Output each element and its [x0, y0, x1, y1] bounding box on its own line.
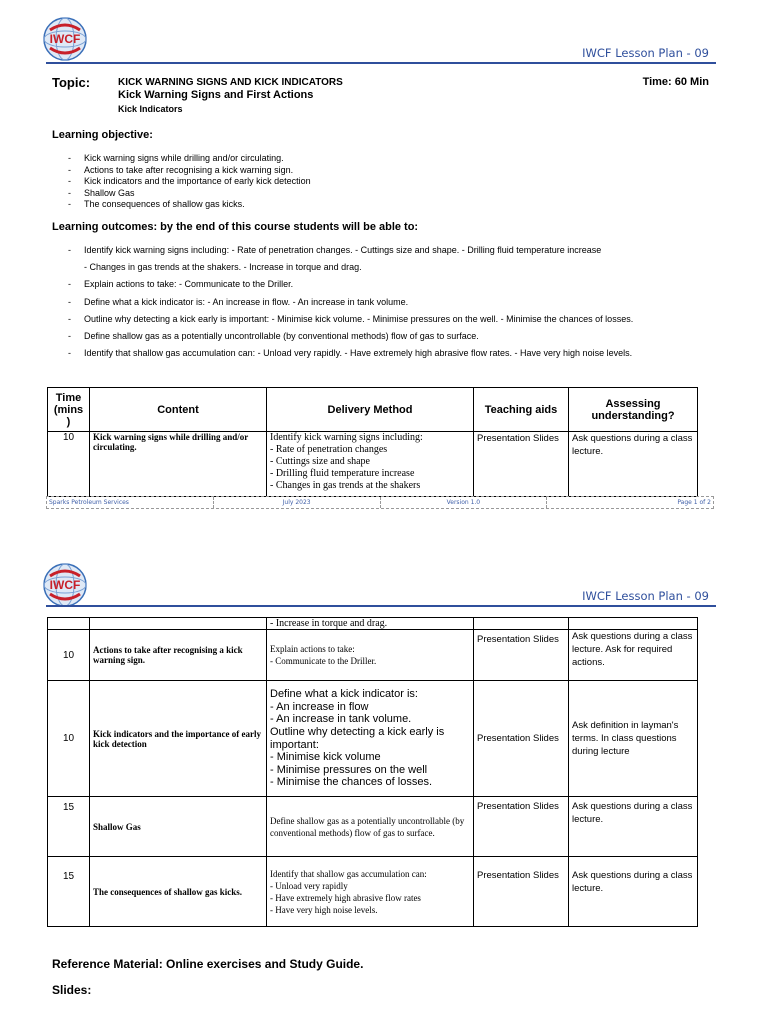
cell-delivery: - Increase in torque and drag. — [267, 618, 474, 630]
cell-empty — [474, 618, 569, 630]
svg-text:IWCF: IWCF — [49, 32, 81, 46]
delivery-line: - An increase in flow — [270, 700, 369, 713]
outcomes-heading: Learning outcomes: by the end of this course students will be able to: — [52, 221, 419, 233]
delivery-line: - Minimise pressures on the well — [270, 763, 428, 776]
lesson-table-page-1 — [47, 387, 698, 497]
objective-list — [51, 153, 651, 211]
cell-delivery: Define shallow gas as a potentially uncontrollable (by conventional methods) flow of gas to surface. — [267, 797, 474, 857]
header-rule — [46, 62, 716, 64]
objective-item: - The consequences of shallow gas kicks. — [51, 199, 651, 211]
footer-version: Version 1.0 — [381, 497, 548, 508]
table-row — [48, 797, 698, 857]
header-time: Time (mins ) — [48, 388, 90, 432]
delivery-line: - Communicate to the Driller. — [270, 656, 377, 666]
cell-empty — [48, 618, 90, 630]
outcome-item: - Outline why detecting a kick early is important: - Minimise kick volume. - Minimise pressures on the well. - Minimise the chances of losses. — [51, 311, 731, 328]
cell-time: 10 — [48, 630, 90, 681]
delivery-line: - Rate of penetration changes — [270, 444, 388, 455]
iwcf-logo — [42, 562, 88, 608]
cell-content: The consequences of shallow gas kicks. — [90, 857, 267, 927]
cell-content: Actions to take after recognising a kick warning sign. — [90, 630, 267, 681]
outcomes-list — [51, 242, 731, 362]
delivery-line: - Have very high noise levels. — [270, 904, 378, 915]
delivery-line: Explain actions to take: — [270, 644, 355, 654]
cell-time: 10 — [48, 681, 90, 797]
cell-assess: Ask definition in layman's terms. In class questions during lecture — [569, 681, 698, 797]
cell-aids: Presentation Slides — [474, 857, 569, 927]
cell-empty — [569, 618, 698, 630]
svg-text:IWCF: IWCF — [49, 578, 81, 592]
header-delivery: Delivery Method — [267, 388, 474, 432]
objective-item: - Kick indicators and the importance of early kick detection — [51, 176, 651, 188]
table-row — [48, 630, 698, 681]
footer-date: July 2023 — [214, 497, 381, 508]
delivery-line: Identify kick warning signs including: — [270, 432, 423, 443]
header-content: Content — [90, 388, 267, 432]
cell-time: 15 — [48, 857, 90, 927]
table-row-continuation — [48, 618, 698, 630]
header-assess: Assessing understanding? — [569, 388, 698, 432]
slides-label: Slides: — [52, 983, 92, 997]
cell-assess: Ask questions during a class lecture. — [569, 857, 698, 927]
cell-aids: Presentation Slides — [474, 432, 569, 497]
lesson-table-page-2 — [47, 617, 698, 927]
topic-line-1: KICK WARNING SIGNS AND KICK INDICATORS — [118, 77, 343, 88]
objective-item: - Shallow Gas — [51, 188, 651, 200]
objective-item: - Actions to take after recognising a kick warning sign. — [51, 165, 651, 177]
delivery-line: - Minimise the chances of losses. — [270, 776, 433, 789]
topic-line-3: Kick Indicators — [118, 104, 183, 114]
cell-assess: Ask questions during a class lecture. Ask for required actions. — [569, 630, 698, 681]
outcome-item: - Identify that shallow gas accumulation can: - Unload very rapidly. - Have extremely high abrasive flow rates. - Have very high noise levels. — [51, 345, 731, 362]
topic-line-2: Kick Warning Signs and First Actions — [118, 89, 314, 101]
iwcf-logo — [42, 16, 88, 62]
delivery-line: - Have extremely high abrasive flow rates — [270, 892, 421, 903]
header-aids: Teaching aids — [474, 388, 569, 432]
outcome-item: - Explain actions to take: - Communicate to the Driller. — [51, 276, 731, 293]
reference-material: Reference Material: Online exercises and Study Guide. — [52, 957, 364, 971]
outcome-item: - Define what a kick indicator is: - An increase in flow. - An increase in tank volume. — [51, 294, 731, 311]
cell-content: Kick warning signs while drilling and/or circulating. — [90, 432, 267, 497]
objective-heading: Learning objective: — [52, 129, 153, 141]
cell-time: 15 — [48, 797, 90, 857]
table-row — [48, 681, 698, 797]
topic-label: Topic: — [52, 75, 91, 90]
footer-company: Sparks Petroleum Services — [47, 497, 214, 508]
header-title: IWCF Lesson Plan - 09 — [582, 589, 709, 603]
delivery-line: - Drilling fluid temperature increase — [270, 468, 415, 479]
objective-item: - Kick warning signs while drilling and/or circulating. — [51, 153, 651, 165]
cell-empty — [90, 618, 267, 630]
delivery-line: - Minimise kick volume — [270, 751, 381, 764]
cell-aids: Presentation Slides — [474, 797, 569, 857]
cell-aids: Presentation Slides — [474, 681, 569, 797]
cell-assess: Ask questions during a class lecture. — [569, 432, 698, 497]
outcome-text: Identify kick warning signs including: - Rate of penetration changes. - Cuttings size and shape. - Drilling fluid temperature increase — [84, 245, 602, 255]
table-row — [48, 432, 698, 497]
delivery-line: - Cuttings size and shape — [270, 456, 370, 467]
page-footer — [46, 496, 714, 509]
cell-delivery — [267, 630, 474, 681]
delivery-line: - Changes in gas trends at the shakers — [270, 480, 421, 491]
cell-assess: Ask questions during a class lecture. — [569, 797, 698, 857]
lesson-time: Time: 60 Min — [642, 76, 709, 88]
table-row — [48, 857, 698, 927]
cell-delivery — [267, 681, 474, 797]
outcome-item — [51, 242, 731, 276]
delivery-line: Outline why detecting a kick early is important: — [270, 725, 445, 751]
cell-content: Kick indicators and the importance of early kick detection — [90, 681, 267, 797]
table-header-row — [48, 388, 698, 432]
delivery-line: - An increase in tank volume. — [270, 713, 412, 726]
outcome-item: - Define shallow gas as a potentially uncontrollable (by conventional methods) flow of gas to surface. — [51, 328, 731, 345]
footer-page: Page 1 of 2 — [677, 499, 711, 506]
header-rule — [46, 605, 716, 607]
delivery-line: - Unload very rapidly — [270, 880, 348, 891]
cell-delivery — [267, 432, 474, 497]
header-title: IWCF Lesson Plan - 09 — [582, 46, 709, 60]
cell-aids: Presentation Slides — [474, 630, 569, 681]
outcome-continuation: - Changes in gas trends at the shakers. - Increase in torque and drag. — [84, 262, 362, 273]
delivery-line: Identify that shallow gas accumulation can: — [270, 868, 427, 879]
cell-content: Shallow Gas — [90, 797, 267, 857]
delivery-line: Define what a kick indicator is: — [270, 688, 418, 701]
cell-time: 10 — [48, 432, 90, 497]
cell-delivery — [267, 857, 474, 927]
